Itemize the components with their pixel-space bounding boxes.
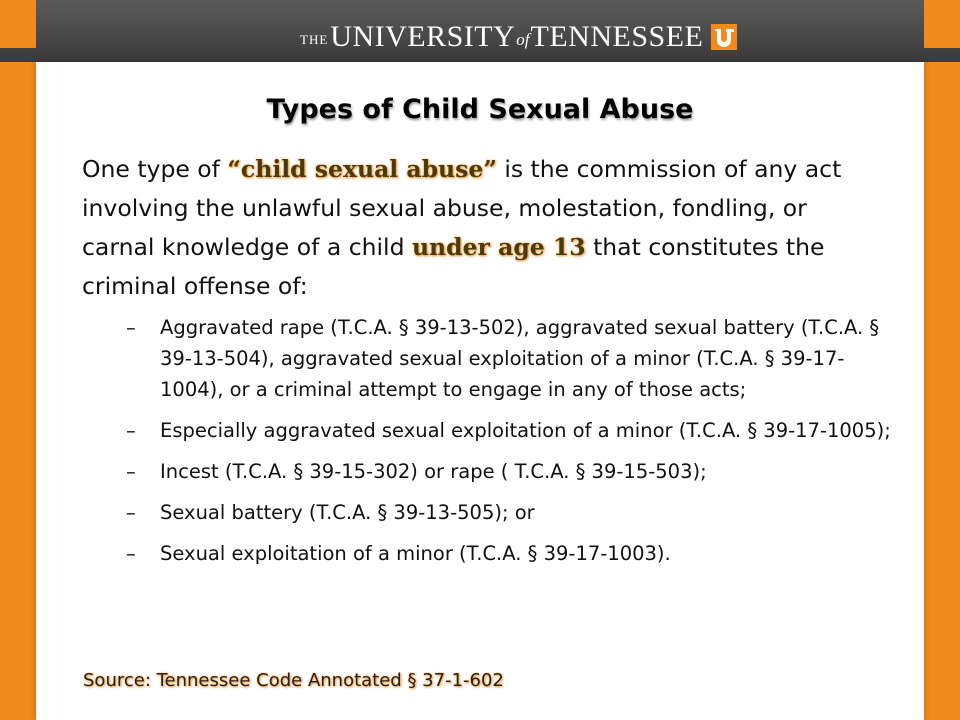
list-item [126, 456, 896, 487]
logo-tennessee: TENNESSEE [530, 20, 704, 53]
source-citation: Source: Tennessee Code Annotated § 37-1-602 [83, 670, 504, 691]
header-accent-left [0, 0, 36, 48]
term-child-sexual-abuse: “child sexual abuse” [227, 155, 497, 183]
intro-text-3: that constitutes the criminal offense of: [82, 233, 825, 300]
bullet-dash: – [126, 460, 136, 483]
slide-panel [36, 62, 924, 720]
offense-list [126, 312, 896, 579]
list-item-text: Sexual battery (T.C.A. § 39-13-505); or [160, 501, 535, 524]
list-item [126, 538, 896, 569]
intro-paragraph [82, 150, 882, 306]
header-bar [0, 0, 960, 62]
list-item [126, 312, 896, 405]
university-logo [300, 12, 704, 53]
slide-title: Types of Child Sexual Abuse [266, 94, 694, 125]
bullet-dash: – [126, 542, 136, 565]
logo-the: THE [300, 32, 329, 47]
list-item-text: Sexual exploitation of a minor (T.C.A. § 39-17-1003). [160, 542, 671, 565]
bullet-dash: – [126, 316, 136, 339]
bullet-dash: – [126, 419, 136, 442]
list-item [126, 415, 896, 446]
list-item [126, 497, 896, 528]
intro-text-2: is the commission of any act involving the unlawful sexual abuse, molestation, fondling, or carnal knowledge of a child [82, 155, 842, 261]
header-accent-right [924, 0, 960, 48]
list-item-text: Aggravated rape (T.C.A. § 39-13-502), aggravated sexual battery (T.C.A. § 39-13-504), aggravated sexual exploitation of a minor (T.C.A. § 39-17-1004), or a criminal attempt to engage in any of those acts; [160, 316, 880, 401]
term-under-age-13: under age 13 [411, 233, 586, 261]
logo-of: of [516, 30, 530, 49]
ut-monogram-icon [711, 24, 737, 50]
logo-university: UNIVERSITY [330, 20, 516, 53]
bullet-dash: – [126, 501, 136, 524]
list-item-text: Incest (T.C.A. § 39-15-302) or rape ( T.C.A. § 39-15-503); [160, 460, 707, 483]
intro-text-1: One type of [82, 155, 228, 183]
list-item-text: Especially aggravated sexual exploitation of a minor (T.C.A. § 39-17-1005); [160, 419, 891, 442]
